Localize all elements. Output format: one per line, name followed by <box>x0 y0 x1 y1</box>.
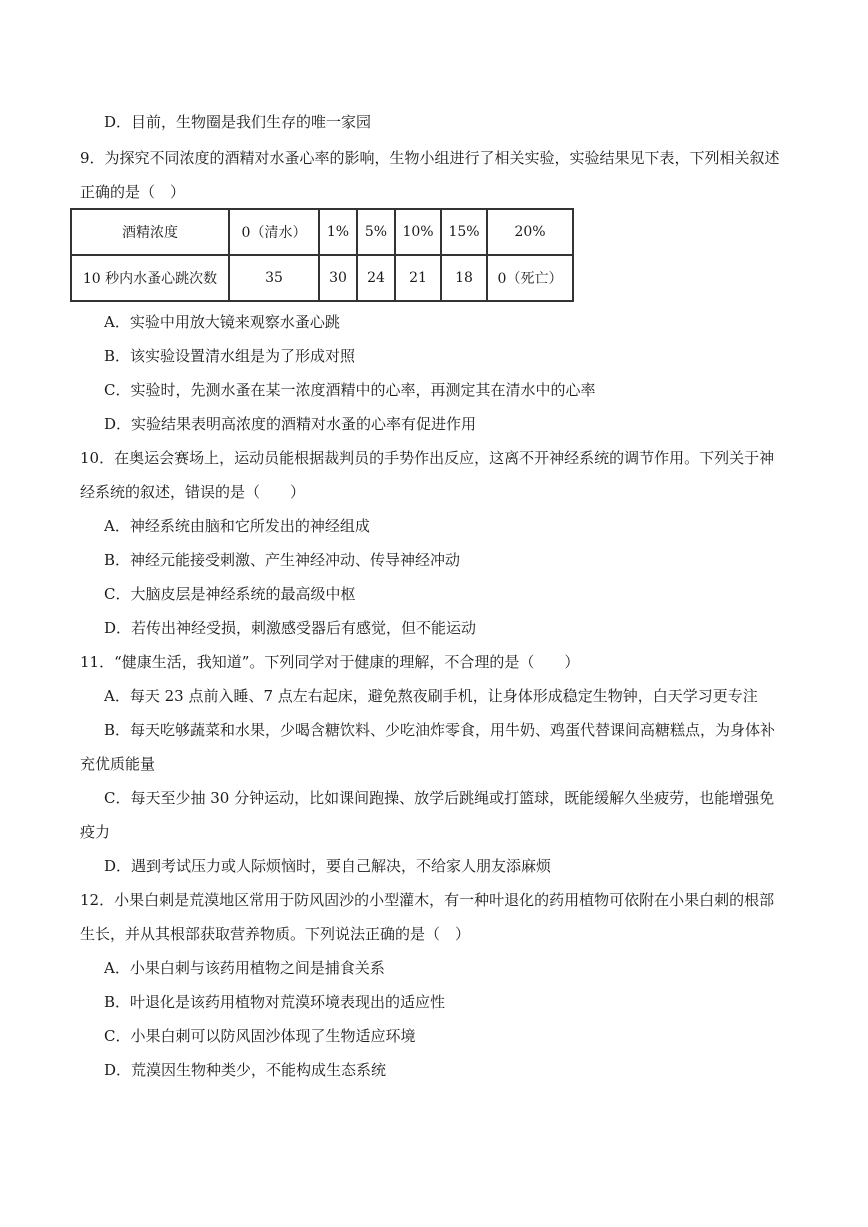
table-cell: 0（死亡） <box>487 255 573 301</box>
q11-option-c-line1: C．每天至少抽 30 分钟运动，比如课间跑操、放学后跳绳或打篮球，既能缓解久坐疲劳，也能增强免 <box>104 789 775 807</box>
q11-option-b-line2: 充优质能量 <box>80 755 156 773</box>
table-cell: 10 秒内水蚤心跳次数 <box>71 255 229 301</box>
table-cell: 30 <box>319 255 357 301</box>
q11-option-b-line1: B．每天吃够蔬菜和水果，少喝含糖饮料、少吃油炸零食，用牛奶、鸡蛋代替课间高糖糕点，为身体补 <box>104 721 776 739</box>
q12-stem-line1: 12．小果白刺是荒漠地区常用于防风固沙的小型灌木，有一种叶退化的药用植物可依附在小果白刺的根部 <box>80 891 775 909</box>
q10-option-b: B．神经元能接受刺激、产生神经冲动、传导神经冲动 <box>104 551 461 569</box>
q8-option-d: D．目前，生物圈是我们生存的唯一家园 <box>104 113 372 131</box>
table-cell: 酒精浓度 <box>71 209 229 255</box>
q10-option-a: A．神经系统由脑和它所发出的神经组成 <box>104 517 370 535</box>
table-cell: 1% <box>319 209 357 255</box>
table-cell: 21 <box>395 255 441 301</box>
q9-stem-line2: 正确的是（ ） <box>80 183 186 201</box>
table-header-row <box>71 209 573 255</box>
q12-option-b: B．叶退化是该药用植物对荒漠环境表现出的适应性 <box>104 993 446 1011</box>
q12-option-c: C．小果白刺可以防风固沙体现了生物适应环境 <box>104 1027 416 1045</box>
table-row <box>71 255 573 301</box>
q10-option-c: C．大脑皮层是神经系统的最高级中枢 <box>104 585 356 603</box>
q10-stem-line1: 10．在奥运会赛场上，运动员能根据裁判员的手势作出反应，这离不开神经系统的调节作用。下列关于神 <box>80 449 775 467</box>
q11-option-c-line2: 疫力 <box>80 823 111 841</box>
alcohol-heart-rate-table <box>70 208 574 302</box>
q9-option-c: C．实验时，先测水蚤在某一浓度酒精中的心率，再测定其在清水中的心率 <box>104 381 596 399</box>
q9-option-b: B．该实验设置清水组是为了形成对照 <box>104 347 356 365</box>
q9-option-a: A．实验中用放大镜来观察水蚤心跳 <box>104 313 340 331</box>
table-cell: 0（清水） <box>229 209 319 255</box>
table-cell: 15% <box>441 209 487 255</box>
q10-option-d: D．若传出神经受损，刺激感受器后有感觉，但不能运动 <box>104 619 477 637</box>
q12-stem-line2: 生长，并从其根部获取营养物质。下列说法正确的是（ ） <box>80 925 471 943</box>
table-cell: 24 <box>357 255 395 301</box>
q10-stem-line2: 经系统的叙述，错误的是（ ） <box>80 483 306 501</box>
q9-stem-line1: 9．为探究不同浓度的酒精对水蚤心率的影响，生物小组进行了相关实验，实验结果见下表，下列相关叙述 <box>80 149 780 167</box>
q12-option-d: D．荒漠因生物种类少，不能构成生态系统 <box>104 1061 387 1079</box>
table-cell: 5% <box>357 209 395 255</box>
table-cell: 10% <box>395 209 441 255</box>
q11-option-d: D．遇到考试压力或人际烦恼时，要自己解决，不给家人朋友添麻烦 <box>104 857 552 875</box>
q9-option-d: D．实验结果表明高浓度的酒精对水蚤的心率有促进作用 <box>104 415 477 433</box>
table-cell: 35 <box>229 255 319 301</box>
table-cell: 20% <box>487 209 573 255</box>
q11-stem: 11．“健康生活，我知道”。下列同学对于健康的理解，不合理的是（ ） <box>80 653 580 671</box>
q12-option-a: A．小果白刺与该药用植物之间是捕食关系 <box>104 959 385 977</box>
q11-option-a: A．每天 23 点前入睡、7 点左右起床，避免熬夜刷手机，让身体形成稳定生物钟，白天学习更专注 <box>104 687 758 705</box>
table-cell: 18 <box>441 255 487 301</box>
